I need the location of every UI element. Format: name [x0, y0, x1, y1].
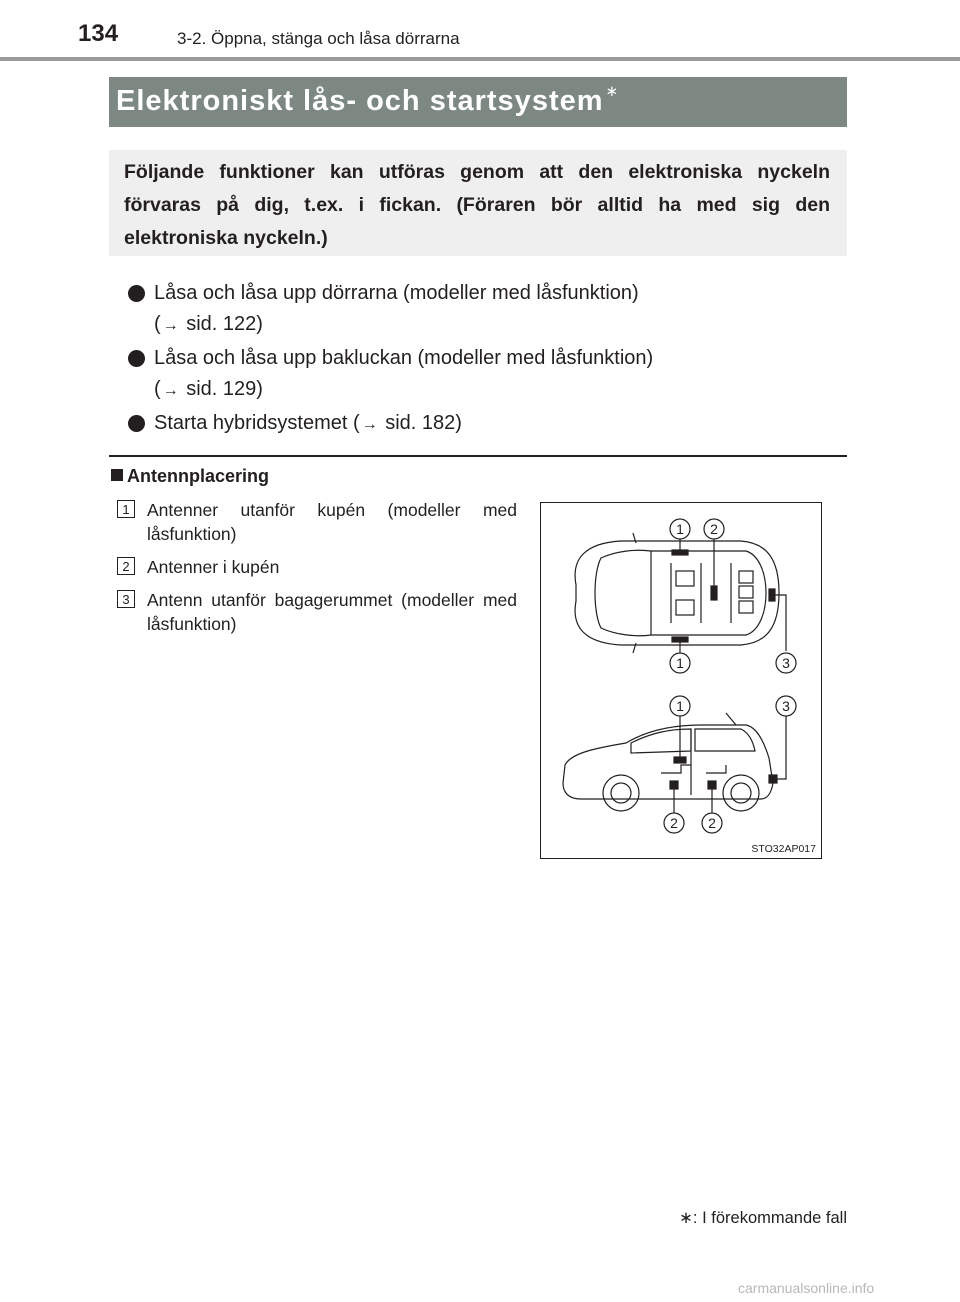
legend-item [117, 498, 517, 546]
callout-number: 2 [117, 557, 135, 575]
legend-item [117, 588, 517, 636]
bullet-icon [128, 285, 145, 302]
feature-text: Starta hybridsystemet ( [154, 412, 360, 434]
section-title [116, 82, 619, 118]
feature-list [128, 278, 828, 442]
figure-code: STO32AP017 [751, 843, 816, 855]
page-reference: ( → sid. 129) [154, 374, 828, 406]
header-rule [0, 57, 960, 61]
bullet-icon [128, 350, 145, 367]
page-reference-link[interactable]: sid. 122) [186, 313, 263, 335]
callout-label: 2 [710, 521, 718, 537]
callout-label: 2 [670, 815, 678, 831]
feature-item [128, 278, 828, 341]
legend-text: Antenner i kupén [147, 557, 280, 577]
callout-number: 1 [117, 500, 135, 518]
page-reference-link[interactable]: sid. 129) [186, 378, 263, 400]
chapter-title: 3-2. Öppna, stänga och låsa dörrarna [177, 29, 460, 48]
feature-text: Låsa och låsa upp bakluckan (modeller med låsfunktion) [154, 347, 654, 369]
watermark: carmanualsonline.info [738, 1280, 875, 1296]
callout-number: 3 [117, 590, 135, 608]
callout-label: 3 [782, 655, 790, 671]
car-side-view-icon [563, 725, 773, 799]
feature-text: Låsa och låsa upp dörrarna (modeller med låsfunktion) [154, 282, 639, 304]
right-arrow-icon: → [361, 416, 378, 433]
callout-label: 1 [676, 521, 684, 537]
page-number: 134 [78, 20, 119, 47]
car-antenna-diagram [541, 503, 823, 860]
footnote: ∗: I förekommande fall [679, 1209, 847, 1227]
intro-text: Följande funktioner kan utföras genom att den elektroniska nyckeln förvaras på dig, t.ex. i fickan. (Föraren bör alltid ha med sig den elektroniska nyckeln.) [124, 161, 830, 249]
bullet-icon [128, 415, 145, 432]
section-title-text: Elektroniskt lås- och startsystem [116, 85, 604, 117]
callout-label: 1 [676, 655, 684, 671]
right-arrow-icon: → [162, 317, 179, 334]
subsection-heading: Antennplacering [111, 466, 269, 487]
asterisk-marker: ∗ [605, 83, 620, 100]
page-reference: ( → sid. 122) [154, 309, 828, 341]
legend-text: Antenner utanför kupén (modeller med låsfunktion) [147, 500, 517, 544]
antenna-legend [117, 498, 517, 645]
callout-label: 1 [676, 698, 684, 714]
callout-label: 2 [708, 815, 716, 831]
square-bullet-icon [111, 469, 123, 481]
legend-item [117, 555, 517, 579]
right-arrow-icon: → [162, 382, 179, 399]
feature-item [128, 343, 828, 406]
callout-label: 3 [782, 698, 790, 714]
antenna-figure [540, 502, 822, 859]
page-reference-link[interactable]: sid. 182) [385, 412, 462, 434]
legend-text: Antenn utanför bagagerummet (modeller med låsfunktion) [147, 590, 517, 634]
feature-item [128, 408, 828, 440]
section-divider [109, 455, 847, 457]
